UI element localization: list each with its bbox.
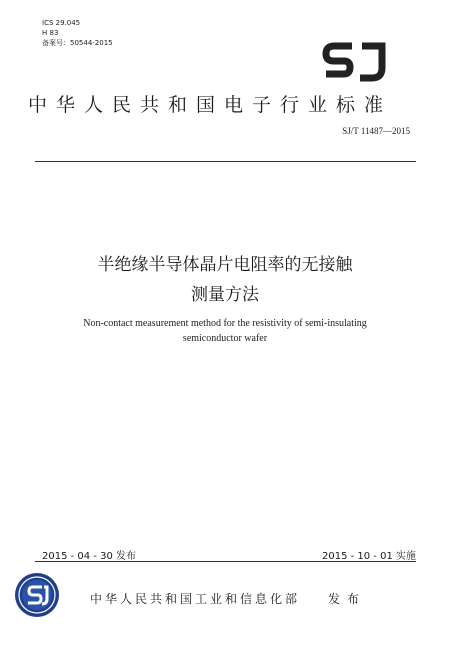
publish-label: 发布 [328,592,367,606]
english-title-line2: semiconductor wafer [182,333,268,344]
bottom-divider [35,561,416,562]
top-divider [35,161,416,162]
ministry-seal-icon [14,572,60,618]
issue-date: 2015 - 04 - 30 发布 [42,551,137,562]
org-title: 中华人民共和国电子行业标准 [28,94,393,116]
classification-code: H 83 [42,29,59,37]
implementation-date: 2015 - 10 - 01 实施 [321,551,416,562]
registration-number: 备案号：50544-2015 [42,39,113,47]
chinese-title-line1: 半绝缘半导体晶片电阻率的无接触 [97,255,353,275]
standard-number: SJ/T 11487—2015 [342,126,410,136]
chinese-title-line2: 测量方法 [191,285,259,305]
english-title-line1: Non-contact measurement method for the resistivity of semi-insulating [83,318,367,329]
ics-code: ICS 29.045 [42,19,81,27]
sj-logo [322,38,386,84]
publisher-name: 中华人民共和国工业和信息化部 [90,592,301,606]
